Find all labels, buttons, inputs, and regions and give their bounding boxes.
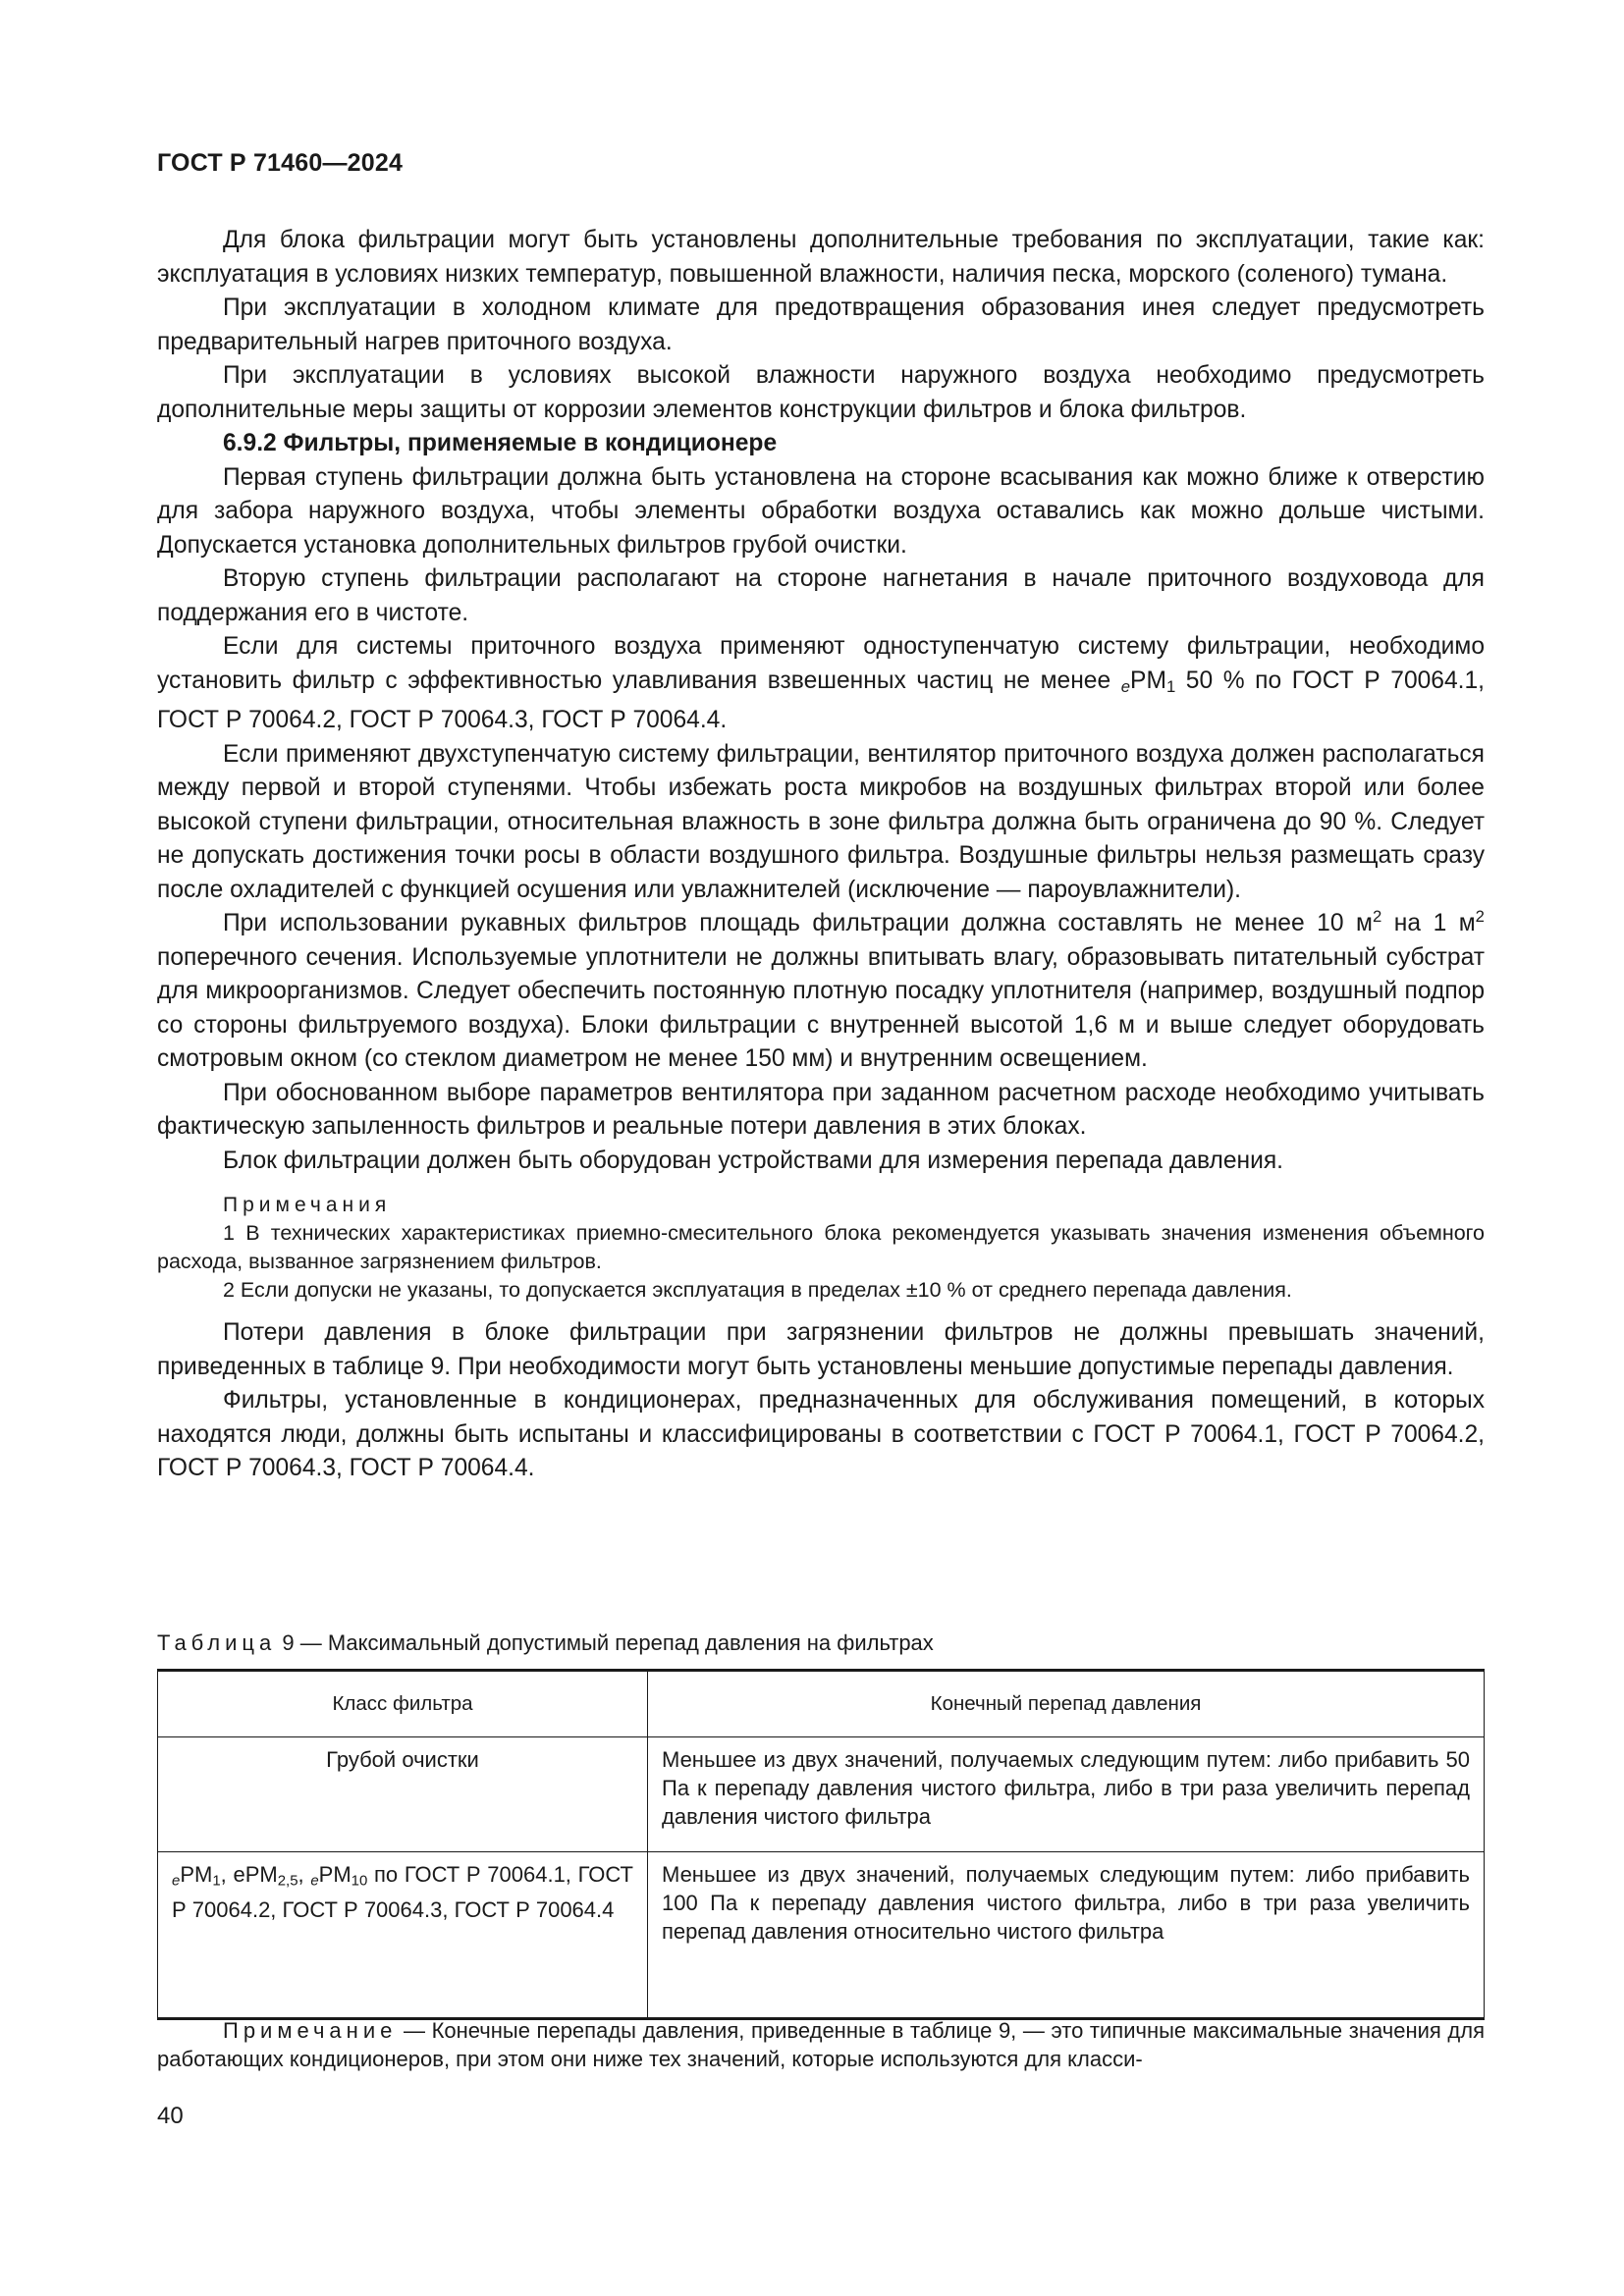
pm-subscript: 1 bbox=[212, 1872, 221, 1890]
pm-prefix: e bbox=[310, 1872, 319, 1890]
pm-symbol: ePM bbox=[233, 1862, 278, 1887]
separator: , bbox=[220, 1862, 234, 1887]
pm-prefix: e bbox=[1120, 676, 1131, 696]
table-header-row bbox=[158, 1671, 1485, 1737]
text: 50 % по ГОСТ Р 70064.1, ГОСТ Р 70064.2, ГОСТ Р 70064.3, ГОСТ Р 70064.4. bbox=[157, 667, 1486, 734]
text: При использовании рукавных фильтров площадь фильтрации должна составлять не менее 10 м bbox=[223, 910, 1373, 937]
superscript: 2 bbox=[1475, 906, 1485, 926]
note-word: Примечание bbox=[223, 2018, 398, 2043]
paragraph: Фильтры, установленные в кондиционерах, предназначенных для обслуживания помещений, в которых находятся люди, должны быть испытаны и классифицированы в соответствии с ГОСТ Р 70064.1, ГОСТ Р 70064.2, ГОСТ Р 70064.3, ГОСТ Р 70064.4. bbox=[157, 1387, 1485, 1482]
paragraph: Потери давления в блоке фильтрации при загрязнении фильтров не должны превышать значений, приведенных в таблице 9. При необходимости могут быть установлены меньшие допустимые перепады давления. bbox=[157, 1319, 1485, 1380]
note-item: 2 Если допуски не указаны, то допускается эксплуатация в пределах ±10 % от среднего перепада давления. bbox=[223, 1278, 1292, 1303]
paragraph: При обоснованном выборе параметров вентилятора при заданном расчетном расходе необходимо учитывать фактическую запыленность фильтров и реальные потери давления в этих блоках. bbox=[157, 1079, 1485, 1141]
header-filter-class: Класс фильтра bbox=[158, 1671, 648, 1737]
paragraph: Вторую ступень фильтрации располагают на стороне нагнетания в начале приточного воздуховода для поддержания его в чистоте. bbox=[157, 565, 1485, 626]
table-9 bbox=[157, 1669, 1485, 2020]
cell-final-pressure: Меньшее из двух значений, получаемых следующим путем: либо прибавить 100 Па к перепаду давления чистого фильтра, либо в три раза увеличить перепад давления относительно чистого фильтра bbox=[648, 1852, 1485, 2019]
cell-filter-class bbox=[158, 1852, 648, 2019]
pm-symbol: PM bbox=[1130, 667, 1166, 694]
caption-text: 9 — Максимальный допустимый перепад давления на фильтрах bbox=[276, 1630, 934, 1655]
table-row bbox=[158, 1852, 1485, 2019]
pm-subscript: 1 bbox=[1165, 676, 1176, 696]
pm-symbol: PM bbox=[318, 1862, 352, 1887]
text: на 1 м bbox=[1381, 910, 1476, 937]
text: Если для системы приточного воздуха применяют одноступенчатую систему фильтрации, необходимо установить фильтр с эффективностью улавливания взвешенных частиц не менее bbox=[157, 633, 1485, 694]
page-number: 40 bbox=[157, 2103, 184, 2129]
paragraph: Если применяют двухступенчатую систему фильтрации, вентилятор приточного воздуха должен располагаться между первой и второй ступенями. Чтобы избежать роста микробов на воздушных фильтрах второй или более высокой ступени фильтрации, относительная влажность в зоне фильтра должна быть ограничена до 90 %. Следует не допускать достижения точки росы в области воздушного фильтра. Воздушные фильтры нельзя размещать сразу после охладителей с функцией осушения или увлажнителей (исключение — пароувлажнители). bbox=[157, 740, 1485, 903]
separator: , bbox=[298, 1862, 311, 1887]
paragraph: Первая ступень фильтрации должна быть установлена на стороне всасывания как можно ближе к отверстию для забора наружного воздуха, чтобы элементы обработки воздуха оставались как можно дольше чистыми. Допускается установка дополнительных фильтров грубой очистки. bbox=[157, 463, 1485, 559]
table-note bbox=[157, 2016, 1485, 2073]
paragraph: Для блока фильтрации могут быть установлены дополнительные требования по эксплуатации, такие как: эксплуатация в условиях низких температур, повышенной влажности, наличия песка, морского (соленого) тумана. bbox=[157, 227, 1485, 288]
table-caption bbox=[157, 1629, 934, 1657]
document-page bbox=[157, 0, 1485, 2296]
section-heading: 6.9.2 Фильтры, применяемые в кондиционере bbox=[223, 430, 778, 456]
text: поперечного сечения. Используемые уплотнители не должны впитывать влагу, образовывать питательный субстрат для микроорганизмов. Следует обеспечить постоянную плотную посадку уплотнителя (например, воздушный подпор со стороны фильтруемого воздуха). Блоки фильтрации с внутренней высотой 1,6 м и выше следует оборудовать смотровым окном (со стеклом диаметром не менее 150 мм) и внутренним освещением. bbox=[157, 943, 1485, 1073]
cell-filter-class: Грубой очистки bbox=[158, 1737, 648, 1852]
document-header: ГОСТ Р 71460—2024 bbox=[157, 149, 404, 177]
pm-subscript: 2,5 bbox=[277, 1872, 298, 1890]
notes-title: Примечания bbox=[223, 1194, 392, 1217]
body-text bbox=[157, 224, 1485, 1486]
note-text: — Конечные перепады давления, приведенные в таблице 9, — это типичные максимальные значения для работающих кондиционеров, при этом они ниже тех значений, которые используются для класси- bbox=[157, 2018, 1485, 2071]
note-item: 1 В технических характеристиках приемно-смесительного блока рекомендуется указывать значения изменения объемного расхода, вызванное загрязнением фильтров. bbox=[157, 1221, 1485, 1274]
paragraph: При эксплуатации в холодном климате для предотвращения образования инея следует предусмотреть предварительный нагрев приточного воздуха. bbox=[157, 294, 1485, 355]
header-final-pressure: Конечный перепад давления bbox=[648, 1671, 1485, 1737]
superscript: 2 bbox=[1372, 906, 1382, 926]
pm-prefix: e bbox=[172, 1872, 181, 1890]
paragraph-bag-filters bbox=[157, 907, 1485, 1077]
table-row bbox=[158, 1737, 1485, 1852]
paragraph-single-stage bbox=[157, 630, 1485, 738]
caption-word: Таблица bbox=[157, 1630, 277, 1655]
cell-final-pressure: Меньшее из двух значений, получаемых следующим путем: либо прибавить 50 Па к перепаду давления чистого фильтра, либо в три раза увеличить перепад давления чистого фильтра bbox=[648, 1737, 1485, 1852]
pm-subscript: 10 bbox=[351, 1872, 368, 1890]
standards-text: по ГОСТ Р 70064.1, ГОСТ Р 70064.2, ГОСТ Р 70064.3, ГОСТ Р 70064.4 bbox=[172, 1862, 633, 1922]
pm-symbol: PM bbox=[180, 1862, 213, 1887]
paragraph: При эксплуатации в условиях высокой влажности наружного воздуха необходимо предусмотреть дополнительные меры защиты от коррозии элементов конструкции фильтров и блока фильтров. bbox=[157, 362, 1485, 423]
paragraph: Блок фильтрации должен быть оборудован устройствами для измерения перепада давления. bbox=[223, 1147, 1283, 1174]
